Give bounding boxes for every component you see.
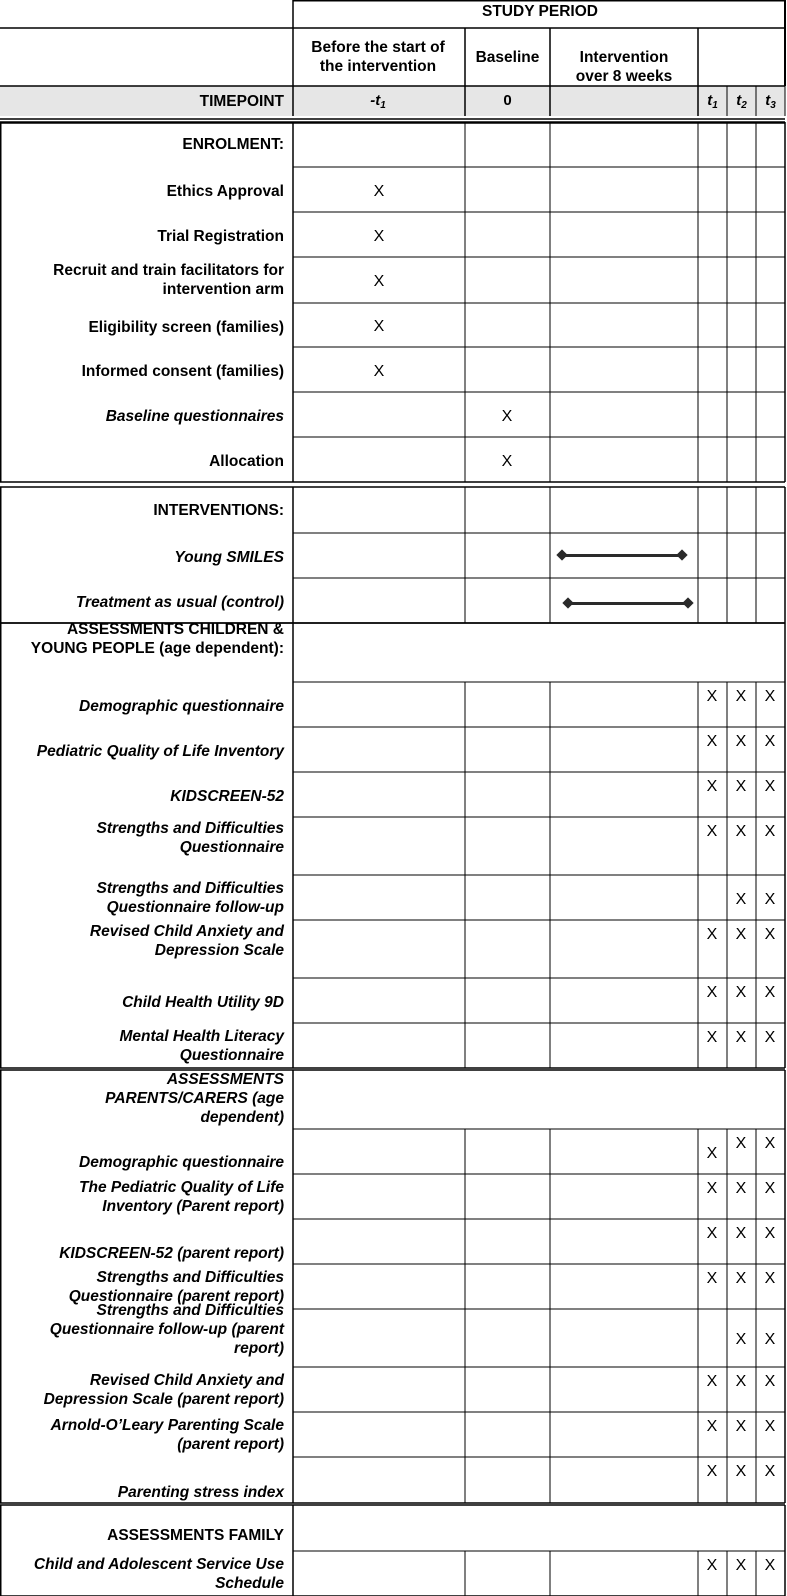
mark-before: X [373,362,385,380]
mark-t2: X [735,778,747,795]
mark-t1: X [706,1373,718,1390]
column-header-intervention: Intervention over 8 weeks [575,49,673,85]
mark-t3: X [764,778,776,795]
column-header-before: Before the start of the intervention [311,39,445,75]
mark-t1: X [706,1557,718,1574]
mark-t1: X [706,984,718,1001]
mark-t2: X [735,1557,747,1574]
mark-t1: X [706,1180,718,1197]
mark-t1: X [706,778,718,795]
intervention-period-arrow [568,602,688,605]
interventions-row-label: Treatment as usual (control) [75,594,284,611]
family-assessments-title: ASSESSMENTS FAMILY [107,1526,284,1544]
mark-t2: X [735,1225,747,1242]
children-assessments-row-label: Mental Health Literacy Questionnaire [119,1027,284,1064]
mark-t2: X [735,926,747,943]
parent-assessments-row-label: Strengths and Difficulties Questionnaire follow-up (parent report) [49,1302,284,1357]
enrolment-row-label: Recruit and train facilitators for intervention arm [53,262,284,298]
mark-t3: X [764,1270,776,1287]
mark-t3: X [764,1463,776,1480]
enrolment-row-label: Informed consent (families) [81,363,284,380]
mark-t1: X [706,1463,718,1480]
mark-before: X [373,318,385,335]
children-assessments-row-label: Strengths and Difficulties Questionnaire follow-up [96,879,284,916]
mark-t1: X [706,1145,718,1162]
mark-t1: X [706,1270,718,1287]
mark-t3: X [764,1418,776,1435]
enrolment-row-label: Trial Registration [157,228,284,245]
mark-t2: X [735,733,747,750]
mark-baseline: X [501,452,513,470]
mark-t2: X [735,1373,747,1390]
family-assessments-row-label: Child and Adolescent Service Use Schedule [33,1555,284,1592]
timepoint-t1: $t_1$ [707,92,718,111]
parent-assessments-row-label: KIDSCREEN-52 (parent report) [59,1245,284,1262]
enrolment-row-label: Ethics Approval [166,183,284,200]
parent-assessments-row-label: Demographic questionnaire [79,1154,284,1171]
timepoint-label: TIMEPOINT [199,93,284,110]
timepoint-minus-t1: $-t_1$ [370,92,386,111]
parent-assessments-row-label: The Pediatric Quality of Life Inventory (Parent report) [79,1178,284,1215]
mark-t3: X [764,1557,776,1574]
children-assessments-row-label: Strengths and Difficulties Questionnaire [96,820,284,856]
mark-t3: X [764,1180,776,1197]
mark-t3: X [764,1225,776,1242]
mark-t2: X [735,823,747,840]
mark-t3: X [764,1135,776,1152]
timepoint-zero: 0 [503,92,512,109]
mark-before: X [373,273,385,290]
parent-assessments-title: ASSESSMENTS PARENTS/CARERS (age dependent) [105,1071,284,1126]
timepoint-t2: $t_2$ [736,92,747,111]
mark-t3: X [764,688,776,705]
mark-t2: X [735,1180,747,1197]
parent-assessments-row-label: Arnold-O’Leary Parenting Scale (parent report) [50,1416,284,1453]
interventions-row-label: Young SMILES [174,549,284,566]
interventions-title: INTERVENTIONS: [153,501,284,519]
mark-t3: X [764,1331,776,1348]
children-assessments-row-label: Pediatric Quality of Life Inventory [36,743,284,760]
enrolment-row-label: Baseline questionnaires [105,408,284,425]
intervention-period-arrow [562,554,682,557]
mark-t1: X [706,926,718,943]
parent-assessments-row-label: Parenting stress index [117,1484,284,1501]
mark-before: X [373,227,385,245]
mark-t2: X [735,1418,747,1435]
mark-t2: X [735,1331,747,1348]
mark-t3: X [764,1373,776,1390]
column-header-baseline: Baseline [475,49,540,66]
children-assessments-row-label: Child Health Utility 9D [122,994,284,1011]
mark-t3: X [764,1029,776,1046]
parent-assessments-row-label: Revised Child Anxiety and Depression Scale (parent report) [43,1371,284,1408]
enrolment-title: ENROLMENT: [182,136,284,153]
timepoint-t3: $t_3$ [765,92,776,111]
mark-t1: X [706,1029,718,1046]
mark-t2: X [735,1029,747,1046]
mark-t2: X [735,688,747,705]
mark-t3: X [764,823,776,840]
children-assessments-row-label: Demographic questionnaire [79,698,284,715]
mark-t1: X [706,1225,718,1242]
mark-t1: X [706,1418,718,1435]
mark-t3: X [764,984,776,1001]
parent-assessments-row-label: Strengths and Difficulties Questionnaire (parent report) [68,1268,284,1305]
enrolment-row-label: Eligibility screen (families) [88,318,284,336]
study-period-header: STUDY PERIOD [482,3,598,20]
mark-t2: X [735,1270,747,1287]
children-assessments-row-label: KIDSCREEN-52 [170,788,284,805]
mark-before: X [373,182,385,200]
children-assessments-title: ASSESSMENTS CHILDREN & YOUNG PEOPLE (age dependent): [30,621,284,657]
mark-t2: X [735,891,747,908]
mark-t1: X [706,688,718,705]
mark-baseline: X [501,407,513,425]
mark-t3: X [764,926,776,943]
children-assessments-row-label: Revised Child Anxiety and Depression Scale [89,923,284,959]
mark-t2: X [735,984,747,1001]
mark-t3: X [764,891,776,908]
mark-t1: X [706,823,718,840]
mark-t3: X [764,733,776,750]
mark-t2: X [735,1135,747,1152]
mark-t2: X [735,1463,747,1480]
mark-t1: X [706,733,718,750]
enrolment-row-label: Allocation [209,453,284,470]
